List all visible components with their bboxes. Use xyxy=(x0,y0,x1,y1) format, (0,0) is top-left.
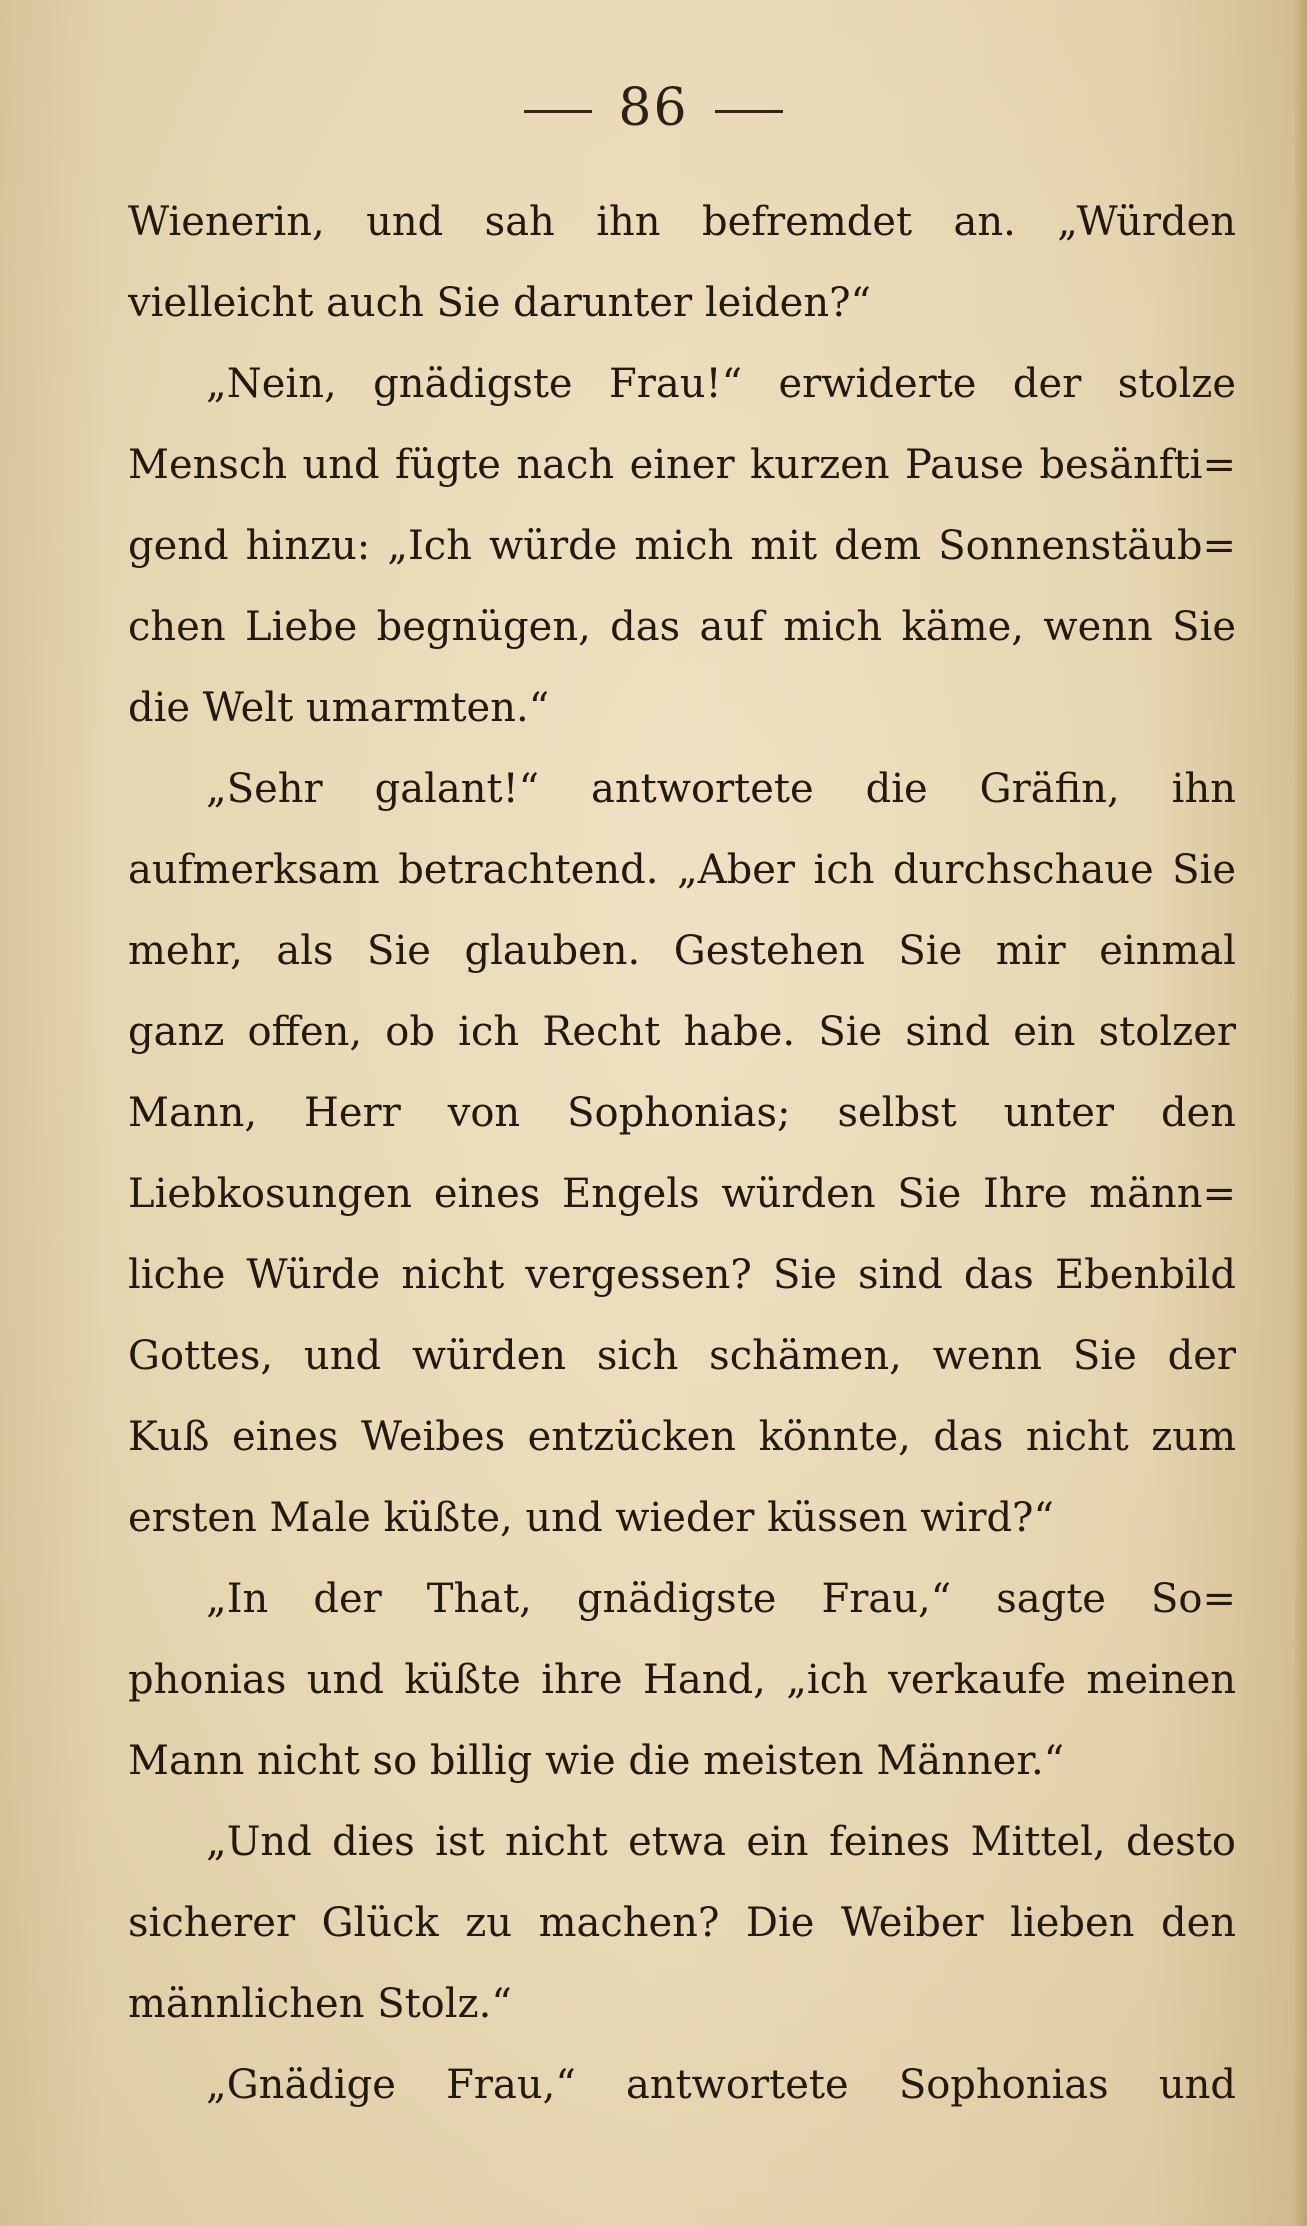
text-line: ganz offen, ob ich Recht habe. Sie sind ein stolzer xyxy=(128,1009,1236,1055)
header-dash-right xyxy=(715,110,783,113)
text-line: „Und dies ist nicht etwa ein feines Mittel, desto xyxy=(206,1819,1236,1865)
page-edge-shadow xyxy=(1293,0,1307,2226)
text-line: Gottes, und würden sich schämen, wenn Sie der xyxy=(128,1333,1236,1379)
text-line: Mann nicht so billig wie die meisten Männer.“ xyxy=(128,1738,1065,1784)
text-line: „Sehr galant!“ antwortete die Gräfin, ihn xyxy=(206,766,1236,812)
body-text xyxy=(128,182,1236,2126)
text-line: liche Würde nicht vergessen? Sie sind das Ebenbild xyxy=(128,1252,1236,1298)
text-line: Wienerin, und sah ihn befremdet an. „Würden xyxy=(128,199,1236,245)
text-line: „In der That, gnädigste Frau,“ sagte So= xyxy=(206,1576,1236,1622)
header-dash-left xyxy=(524,110,592,113)
text-line: „Gnädige Frau,“ antwortete Sophonias und xyxy=(206,2062,1236,2108)
text-line: vielleicht auch Sie darunter leiden?“ xyxy=(128,280,872,326)
text-line: Mann, Herr von Sophonias; selbst unter den xyxy=(128,1090,1236,1136)
text-line: Liebkosungen eines Engels würden Sie Ihre männ= xyxy=(128,1171,1236,1217)
text-line: sicherer Glück zu machen? Die Weiber lieben den xyxy=(128,1900,1236,1946)
text-line: männlichen Stolz.“ xyxy=(128,1981,512,2027)
page-number: 86 xyxy=(618,78,689,138)
text-line: aufmerksam betrachtend. „Aber ich durchschaue Sie xyxy=(128,847,1236,893)
text-line: gend hinzu: „Ich würde mich mit dem Sonnenstäub= xyxy=(128,523,1236,569)
text-line: mehr, als Sie glauben. Gestehen Sie mir einmal xyxy=(128,928,1236,974)
text-line: Mensch und fügte nach einer kurzen Pause besänfti= xyxy=(128,442,1236,488)
text-line: die Welt umarmten.“ xyxy=(128,685,550,731)
text-line: chen Liebe begnügen, das auf mich käme, wenn Sie xyxy=(128,604,1236,650)
text-line: ersten Male küßte, und wieder küssen wird?“ xyxy=(128,1495,1054,1541)
text-line: „Nein, gnädigste Frau!“ erwiderte der stolze xyxy=(206,361,1236,407)
text-line: phonias und küßte ihre Hand, „ich verkaufe meinen xyxy=(128,1657,1236,1703)
text-line: Kuß eines Weibes entzücken könnte, das nicht zum xyxy=(128,1414,1236,1460)
page-header xyxy=(0,78,1307,138)
